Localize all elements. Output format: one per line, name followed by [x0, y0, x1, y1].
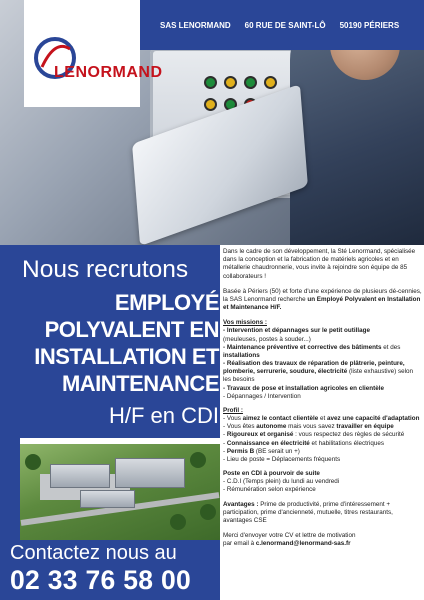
mission-item: - Travaux de pose et installation agricoles en clientèle — [223, 384, 384, 392]
profile-item: - Rigoureux et organisé : vous respectez des règles de sécurité — [223, 431, 405, 439]
logo-text: LENORMAND — [54, 64, 163, 81]
apply-email-line: par email à c.lenormand@lenormand-sas.fr — [223, 540, 351, 548]
profile-item: - Connaissance en électricité et habilitations électriques — [223, 439, 385, 447]
apply-section — [223, 532, 422, 548]
job-title-line-4: MAINTENANCE — [61, 371, 219, 396]
benefits-paragraph: Avantages : Prime de productivité, prime d'intéressement + participation, prime d'ancienneté, mutuelle, titres restaurants, avantages CSE — [223, 500, 393, 524]
address-bar — [140, 0, 424, 50]
job-description — [223, 248, 422, 549]
profile-item: - Vous êtes autonome mais vous savez travailler en équipe — [223, 423, 394, 431]
company-name: SAS LENORMAND — [160, 20, 231, 30]
location-paragraph: Basée à Périers (50) et forte d'une expérience de plusieurs dé-cennies, la SAS Lenormand recherche un Employé Polyvalent en Installation et Maintenance H/F. — [223, 287, 422, 312]
city-address: 50190 PÉRIERS — [339, 20, 400, 30]
mission-item: (meuleuses, postes à souder...) — [223, 335, 311, 343]
position-item: - Rémunération selon expérience — [223, 486, 316, 494]
mission-item: - Intervention et dépannages sur le petit outillage — [223, 327, 370, 335]
recruiting-title: Nous recrutons — [22, 256, 189, 283]
company-logo — [24, 0, 163, 107]
mission-item: - Maintenance préventive et corrective des bâtiments et des installations — [223, 343, 401, 359]
position-section — [223, 470, 422, 495]
job-title-line-2: POLYVALENT EN — [44, 317, 219, 342]
blue-edge — [0, 438, 20, 540]
phone-number[interactable]: 02 33 76 58 00 — [10, 565, 192, 595]
aerial-site-photo — [20, 444, 220, 540]
profile-item: - Permis B (BE serait un +) — [223, 447, 300, 455]
profile-item: - Lieu de poste = Déplacements fréquents — [223, 455, 341, 463]
position-heading: Poste en CDI à pourvoir de suite — [223, 470, 320, 478]
intro-paragraph: Dans le cadre de son développement, la Sté Lenormand, spécialisée dans la conception et la fabrication de matériels agricoles et en métallerie chaudronnerie, vous invite à rejoindre son équipe de 85 collaborateurs ! — [223, 248, 416, 280]
mission-item: - Dépannages / Intervention — [223, 392, 301, 400]
job-title-line-3: INSTALLATION ET — [34, 344, 219, 369]
missions-section — [223, 319, 422, 401]
street-address: 60 RUE DE SAINT-LÔ — [244, 20, 326, 30]
position-item: - C.D.I (Temps plein) du lundi au vendredi — [223, 478, 340, 486]
contact-label: Contactez nous au — [10, 542, 177, 564]
apply-instruction: Merci d'envoyer votre CV et lettre de motivation — [223, 532, 356, 540]
email-link[interactable]: c.lenormand@lenormand-sas.fr — [255, 540, 351, 548]
contract-type: H/F en CDI — [108, 403, 219, 428]
mission-item: - Réalisation des travaux de réparation de plâtrerie, peinture, plomberie, serrurerie, soudure, électricité (liste exhaustive) selon les besoins — [223, 360, 414, 384]
missions-heading: Vos missions : — [223, 319, 267, 327]
profile-section — [223, 407, 422, 464]
job-title-line-1: EMPLOYÉ — [114, 290, 219, 315]
profile-heading: Profil : — [223, 406, 243, 414]
profile-item: - Vous aimez le contact clientèle et avez une capacité d'adaptation — [223, 415, 420, 423]
